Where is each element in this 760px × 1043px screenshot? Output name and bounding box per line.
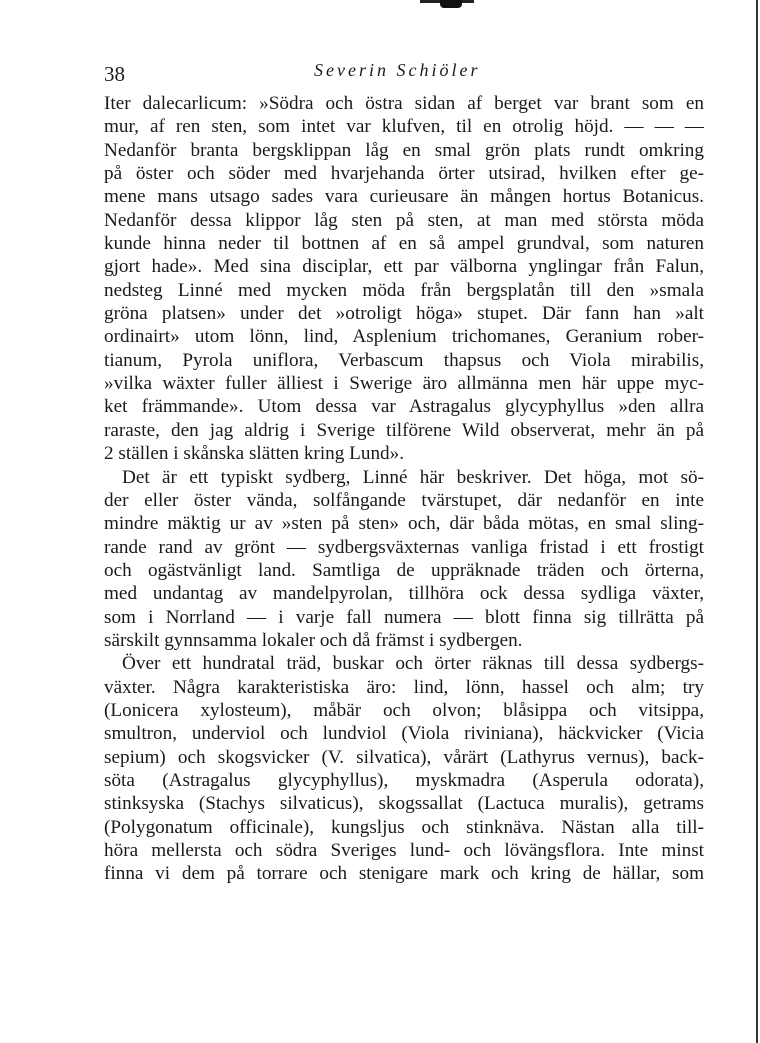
- text-line: »vilka wäxter fuller älliest i Swerige äro allmänna men här uppe myc-: [104, 373, 704, 395]
- text-line: raraste, den jag aldrig i Sverige tilförene Wild observerat, mehr än på: [104, 419, 704, 441]
- text-line: Iter dalecarlicum: »Södra och östra sidan af berget var brant som en: [104, 93, 704, 114]
- text-line: tianum, Pyrola uniflora, Verbascum thapsus och Viola mirabilis,: [104, 349, 704, 371]
- body-text: [104, 92, 704, 886]
- text-line: 2 ställen i skånska slätten kring Lund».: [104, 443, 405, 465]
- page-edge-line: [756, 0, 758, 1043]
- text-line: gjort hade». Med sina disciplar, ett par välborna ynglingar från Falun,: [104, 256, 704, 278]
- text-line: Nedanför branta bergsklippan låg en smal grön plats rundt omkring: [104, 139, 704, 161]
- text-line: der eller öster vända, solfångande tvärstupet, där nedanför en inte: [104, 489, 704, 511]
- text-line: Det är ett typiskt sydberg, Linné här beskriver. Det höga, mot sö-: [122, 466, 704, 488]
- text-line: höra mellersta och södra Sveriges lund- och lövängsflora. Inte minst: [104, 840, 704, 861]
- text-line: ket främmande». Utom dessa var Astragalus glycyphyllus »den allra: [104, 396, 704, 418]
- text-line: mene mans utsago sades vara curieusare än mången hortus Botanicus.: [104, 186, 704, 208]
- page-header: [104, 60, 704, 88]
- text-line: stinksyska (Stachys silvaticus), skogssallat (Lactuca muralis), getrams: [104, 793, 704, 815]
- running-title: Severin Schiöler: [314, 60, 481, 80]
- text-line: Över ett hundratal träd, buskar och örter räknas till dessa sydbergs-: [122, 653, 704, 675]
- text-line: som i Norrland — i varje fall numera — blott finna sig tillrätta på: [104, 606, 704, 628]
- text-line: mur, af ren sten, som intet var klufven, til en otrolig höjd. — — —: [104, 116, 704, 138]
- text-line: finna vi dem på torrare och stenigare mark och kring de hällar, som: [104, 863, 704, 885]
- text-line: och ogästvänligt land. Samtliga de uppräknade träden och örterna,: [104, 559, 704, 581]
- text-line: (Polygonatum officinale), kungsljus och stinknäva. Nästan alla till-: [104, 816, 704, 838]
- paragraph: [104, 652, 704, 885]
- text-line: rande rand av grönt — sydbergsväxternas vanliga fristad i ett frostigt: [104, 536, 704, 558]
- text-line: ordinairt» utom lönn, lind, Asplenium trichomanes, Geranium rober-: [104, 326, 704, 348]
- text-line: sepium) och skogsvicker (V. silvatica), vårärt (Lathyrus vernus), back-: [104, 746, 704, 768]
- text-line: särskilt gynnsamma lokaler och då främst i sydbergen.: [104, 629, 523, 651]
- text-line: på öster och söder med hvarjehanda örter utsirad, hvilken efter ge-: [104, 163, 704, 185]
- text-line: söta (Astragalus glycyphyllus), myskmadra (Asperula odorata),: [104, 769, 704, 791]
- text-line: (Lonicera xylosteum), måbär och olvon; blåsippa och vitsippa,: [104, 699, 704, 721]
- paragraph: [104, 92, 704, 466]
- text-line: med undantag av mandelpyrolan, tillhöra ock dessa sydliga växter,: [104, 583, 704, 605]
- text-line: kunde hinna neder til bottnen af en så ampel grundval, som naturen: [104, 233, 704, 255]
- text-line: Nedanför dessa klippor låg sten på sten, at man med största möda: [104, 209, 704, 231]
- text-line: gröna platsen» under det »otroligt höga» stupet. Där fann han »alt: [104, 303, 704, 325]
- text-line: mindre mäktig ur av »sten på sten» och, där båda mötas, en smal sling-: [104, 513, 704, 535]
- page-number: 38: [104, 62, 125, 86]
- paragraph: [104, 466, 704, 653]
- scan-ink-blot: [440, 0, 462, 8]
- text-line: smultron, underviol och lundviol (Viola riviniana), häckvicker (Vicia: [104, 723, 704, 745]
- text-line: nedsteg Linné med mycken möda från bergsplatån till den »smala: [104, 279, 704, 301]
- text-line: växter. Några karakteristiska äro: lind, lönn, hassel och alm; try: [104, 676, 704, 698]
